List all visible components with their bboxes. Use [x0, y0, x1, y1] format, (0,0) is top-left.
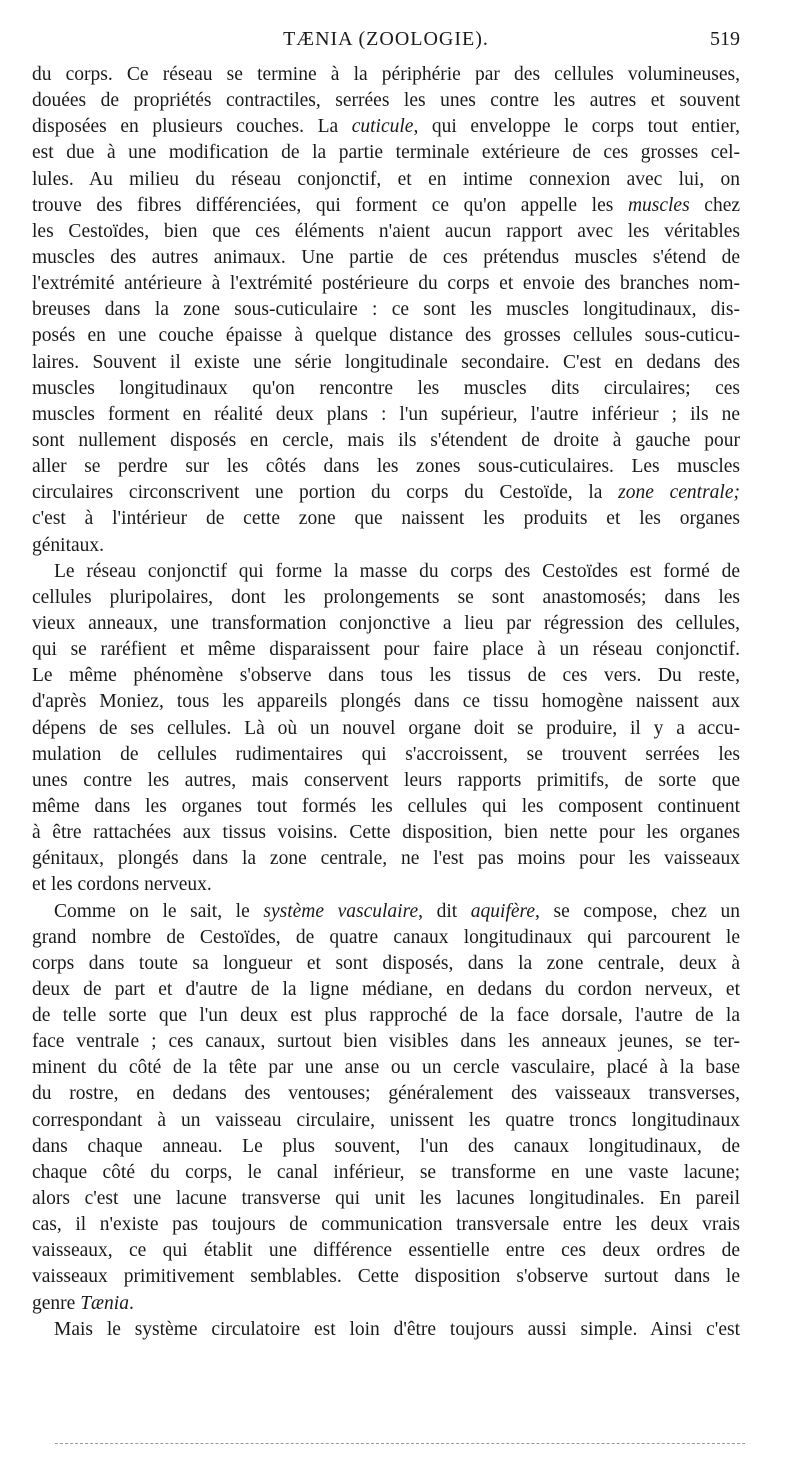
text-line: l'extrémité antérieure à l'extrémité postérieure du corps et envoie des branches nom- — [32, 273, 740, 295]
text-line: du corps. Ce réseau se termine à la périphérie par des cellules volumineuses, — [32, 64, 740, 85]
text-line: breuses dans la zone sous-cuticulaire : ce sont les muscles longitudinaux, dis- — [32, 299, 740, 321]
text-line: lules. Au milieu du réseau conjonctif, et en intime connexion avec lui, on — [32, 168, 740, 190]
text-segment: disposées en plusieurs couches. La — [32, 116, 352, 138]
text-line: cellules pluripolaires, dont les prolongements se sont anastomosés; dans les — [32, 586, 740, 608]
text-line: mulation de cellules rudimentaires qui s'accroissent, se trouvent serrées les — [32, 743, 740, 765]
text-line: dépens de ses cellules. Là où un nouvel organe doit se produire, il y a accu- — [32, 717, 740, 739]
text-line — [32, 480, 740, 506]
text-segment: Comme on le sait, le — [54, 900, 264, 922]
page-number: 519 — [710, 28, 740, 50]
text-line: Mais le système circulatoire est loin d'être toujours aussi simple. Ainsi c'est — [54, 1318, 740, 1340]
text-line: posés en une couche épaisse à quelque distance des grosses cellules sous-cuticu- — [32, 325, 740, 347]
text-line: du rostre, en dedans des ventouses; généralement des vaisseaux transverses, — [32, 1083, 740, 1105]
running-title: TÆNIA (ZOOLOGIE). — [283, 28, 489, 50]
text-line: laires. Souvent il existe une série longitudinale secondaire. C'est en dedans des — [32, 351, 740, 373]
text-line: chaque côté du corps, le canal inférieur, se transforme en une vaste lacune; — [32, 1161, 740, 1183]
text-segment: , qui enveloppe le corps tout entier, — [413, 116, 740, 138]
text-line — [32, 114, 740, 140]
text-line: deux de part et d'autre de la ligne médiane, en dedans du cordon nerveux, et — [32, 978, 740, 1000]
text-line: muscles longitudinaux qu'on rencontre les muscles dits circulaires; ces — [32, 377, 740, 399]
text-segment: , dit — [418, 900, 471, 922]
running-header — [32, 28, 740, 58]
text-line: les Cestoïdes, bien que ces éléments n'aient aucun rapport avec les véritables — [32, 220, 740, 242]
text-segment: . — [128, 1292, 134, 1314]
text-line: génitaux. — [32, 534, 105, 556]
text-line: face ventrale ; ces canaux, surtout bien visibles dans les anneaux jeunes, se ter- — [32, 1031, 740, 1053]
text-line: est due à une modification de la partie terminale extérieure de ces grosses cel- — [32, 142, 740, 164]
body-text — [32, 62, 740, 1343]
text-line: vieux anneaux, une transformation conjonctive a lieu par régression des cellules, — [32, 612, 740, 634]
text-segment: circulaires circonscrivent une portion du corps du Cestoïde, la — [32, 482, 619, 504]
italic-term: cuticule — [351, 116, 414, 138]
text-line: corps dans toute sa longueur et sont disposés, dans la zone centrale, deux à — [32, 952, 740, 974]
text-line: à être rattachées aux tissus voisins. Cette disposition, bien nette pour les organes — [32, 822, 740, 844]
text-line — [32, 1291, 740, 1317]
text-line: même dans les organes tout formés les cellules qui les composent continuent — [32, 795, 740, 817]
text-line: Le réseau conjonctif qui forme la masse du corps des Cestoïdes est formé de — [54, 560, 740, 582]
text-line: Le même phénomène s'observe dans tous les tissus de ces vers. Du reste, — [32, 665, 740, 687]
text-line: dans chaque anneau. Le plus souvent, l'un des canaux longitudinaux, de — [32, 1135, 740, 1157]
text-line: c'est à l'intérieur de cette zone que naissent les produits et les organes — [32, 508, 740, 530]
text-line: cas, il n'existe pas toujours de communication transversale entre les deux vrais — [32, 1214, 740, 1236]
text-line: d'après Moniez, tous les appareils plongés dans ce tissu homogène naissent aux — [32, 691, 740, 713]
text-segment: genre — [32, 1292, 81, 1314]
text-line: unes contre les autres, mais conservent leurs rapports primitifs, de sorte que — [32, 769, 740, 791]
text-line — [32, 193, 740, 219]
text-line — [32, 899, 740, 925]
text-line: muscles forment en réalité deux plans : l'un supérieur, l'autre inférieur ; ils ne — [32, 403, 740, 425]
text-line: qui se raréfient et même disparaissent pour faire place à un réseau conjonctif. — [32, 639, 740, 661]
text-segment: chez — [689, 194, 740, 216]
text-line: minent du côté de la tête par une anse ou un cercle vasculaire, placé à la base — [32, 1057, 740, 1079]
italic-term: aquifère — [470, 900, 536, 922]
text-line: vaisseaux primitivement semblables. Cette disposition s'observe surtout dans le — [32, 1266, 740, 1288]
text-line: sont nullement disposés en cercle, mais ils s'étendent de droite à gauche pour — [32, 429, 740, 451]
text-line: douées de propriétés contractiles, serrées les unes contre les autres et souvent — [32, 90, 740, 112]
footer-rule — [55, 1443, 745, 1444]
italic-term: Tænia — [80, 1292, 129, 1314]
text-line: et les cordons nerveux. — [32, 874, 212, 896]
italic-term: zone centrale; — [618, 482, 740, 504]
text-line: génitaux, plongés dans la zone centrale, ne l'est pas moins pour les vaisseaux — [32, 848, 740, 870]
text-line: de telle sorte que l'un deux est plus rapproché de la face dorsale, l'autre de la — [32, 1005, 740, 1027]
text-line: muscles des autres animaux. Une partie de ces prétendus muscles s'étend de — [32, 246, 740, 268]
italic-term: muscles — [627, 194, 690, 216]
text-segment: , se compose, chez un — [535, 900, 740, 922]
text-line: grand nombre de Cestoïdes, de quatre canaux longitudinaux qui parcourent le — [32, 926, 740, 948]
text-line: vaisseaux, ce qui établit une différence essentielle entre ces deux ordres de — [32, 1240, 740, 1262]
text-line: alors c'est une lacune transverse qui unit les lacunes longitudinales. En pareil — [32, 1188, 740, 1210]
text-line: aller se perdre sur les côtés dans les zones sous-cuticulaires. Les muscles — [32, 456, 740, 478]
text-segment: trouve des fibres différenciées, qui forment ce qu'on appelle les — [32, 194, 628, 216]
text-line: correspondant à un vaisseau circulaire, unissent les quatre troncs longitudinaux — [32, 1109, 740, 1131]
italic-term: système vasculaire — [263, 900, 419, 922]
